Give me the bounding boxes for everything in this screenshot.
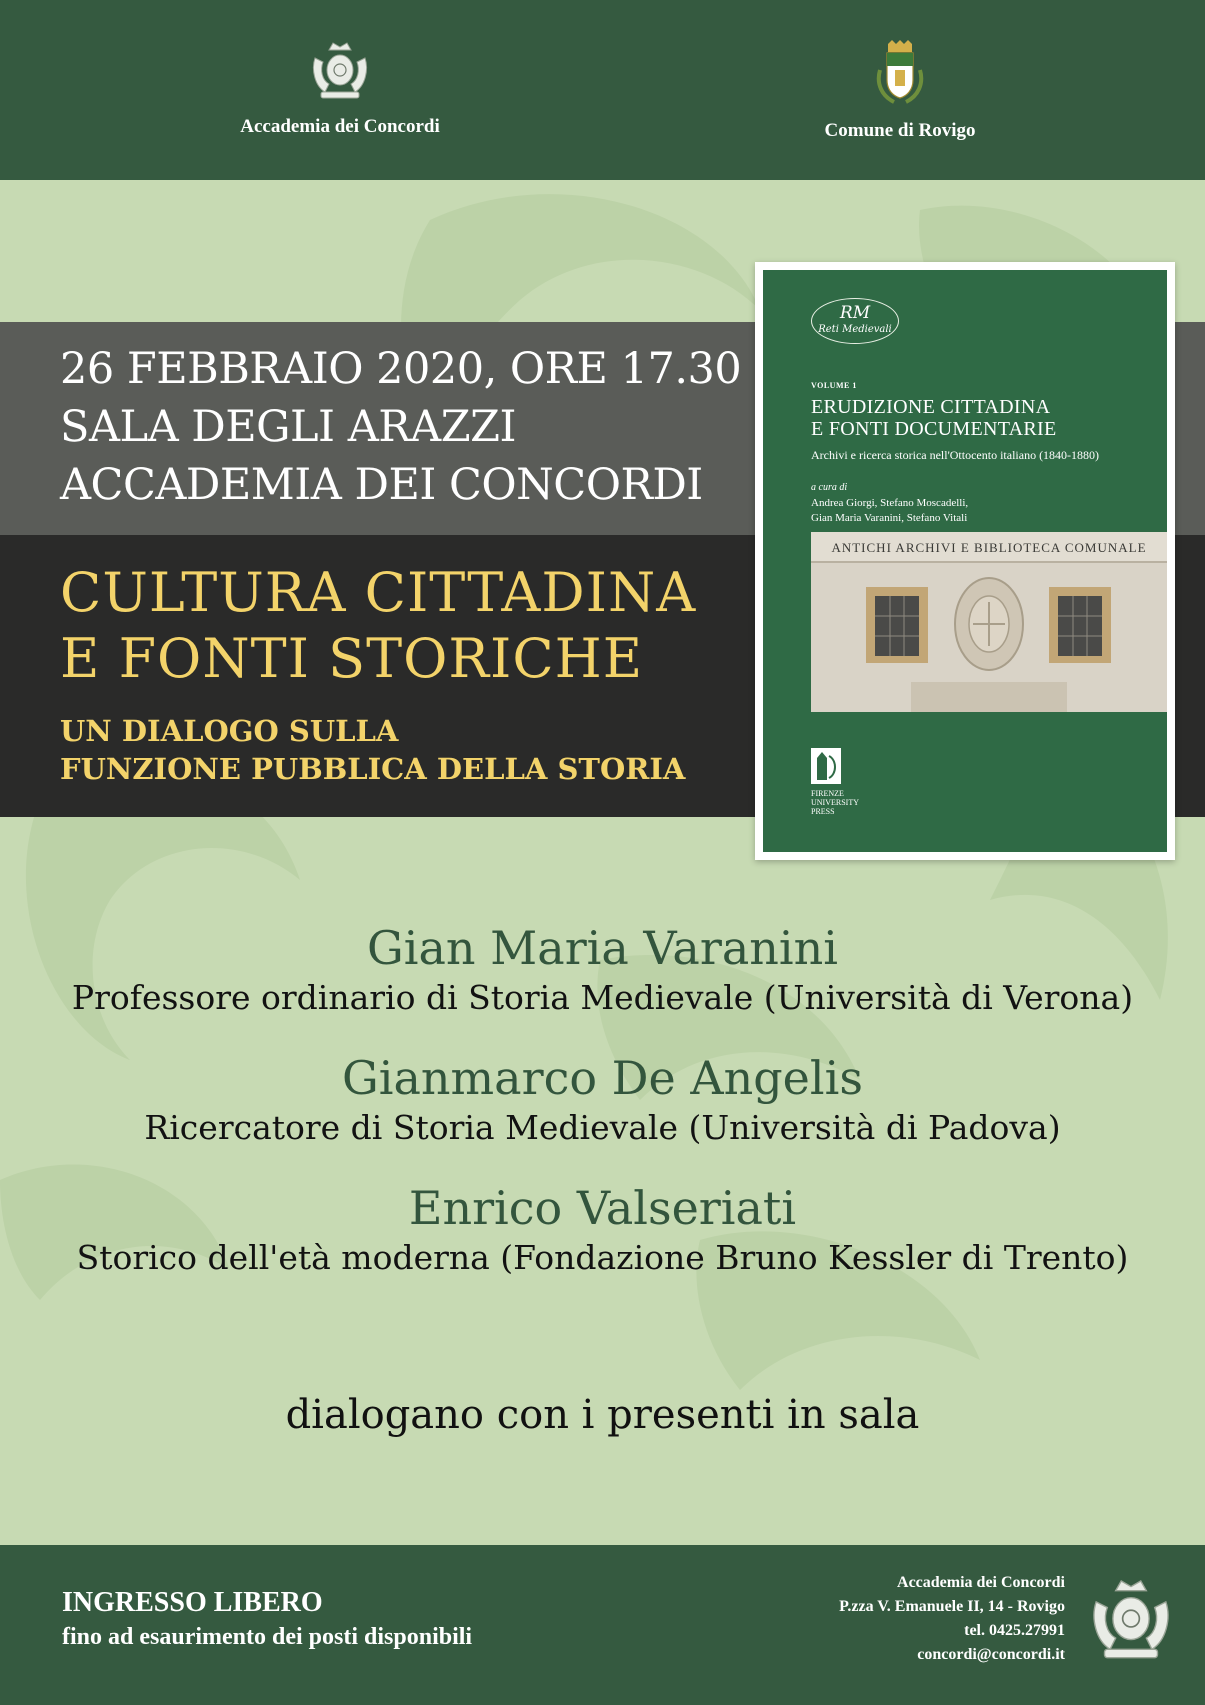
speaker-role: Professore ordinario di Storia Medievale (Università di Verona)	[71, 978, 1134, 1017]
contact-info	[839, 1571, 1065, 1667]
book-subtitle: Archivi e ricerca storica nell'Ottocento italiano (1840-1880)	[811, 448, 1100, 462]
event-venue: SALA DEGLI ARAZZI	[60, 402, 516, 452]
book-cover	[763, 270, 1167, 852]
publisher-line-3: PRESS	[811, 807, 835, 816]
event-title	[60, 560, 696, 692]
book-cover-frame	[755, 262, 1175, 860]
municipal-coat-of-arms-icon	[872, 40, 928, 106]
contact-phone: tel. 0425.27991	[964, 1622, 1065, 1639]
event-subtitle-line-1: UN DIALOGO SULLA	[60, 714, 399, 748]
admission-info	[62, 1585, 472, 1653]
publisher-line-2: UNIVERSITY	[811, 798, 859, 807]
speaker-entry	[0, 1050, 1205, 1150]
municipality-logo-label: Comune di Rovigo	[824, 120, 976, 141]
closing-line: dialogano con i presenti in sala	[285, 1392, 920, 1438]
contact-email: concordi@concordi.it	[917, 1646, 1065, 1663]
book-title	[811, 396, 1057, 440]
event-details	[60, 340, 741, 514]
book-title-line-2: E FONTI DOCUMENTARIE	[811, 418, 1057, 440]
admission-title: INGRESSO LIBERO	[62, 1587, 323, 1618]
footer-band	[0, 1545, 1205, 1705]
book-editors	[811, 496, 968, 526]
book-editors-line-2: Gian Maria Varanini, Stefano Vitali	[811, 512, 968, 524]
book-title-line-1: ERUDIZIONE CITTADINA	[811, 396, 1051, 418]
event-subtitle	[60, 712, 685, 788]
event-title-line-1: CULTURA CITTADINA	[60, 561, 697, 624]
photo-inscription: ANTICHI ARCHIVI E BIBLIOTECA COMUNALE	[831, 540, 1147, 555]
contact-address: P.zza V. Emanuele II, 14 - Rovigo	[839, 1598, 1065, 1615]
event-subtitle-line-2: FUNZIONE PUBBLICA DELLA STORIA	[60, 752, 686, 786]
academy-crest-icon	[1085, 1575, 1177, 1665]
speaker-role: Storico dell'età moderna (Fondazione Bruno Kessler di Trento)	[76, 1238, 1129, 1277]
academy-crest-icon	[307, 40, 373, 102]
speaker-name: Gianmarco De Angelis	[342, 1051, 863, 1105]
header-band	[0, 0, 1205, 180]
speakers-list	[0, 920, 1205, 1310]
speaker-role: Ricercatore di Storia Medievale (Università di Padova)	[144, 1108, 1061, 1147]
contact-name: Accademia dei Concordi	[897, 1574, 1065, 1591]
series-logo	[811, 298, 899, 344]
book-editors-label: a cura di	[811, 482, 848, 493]
event-title-line-2: E FONTI STORICHE	[60, 627, 644, 690]
publisher-line-1: FIRENZE	[811, 789, 844, 798]
admission-note: fino ad esaurimento dei posti disponibili	[62, 1624, 473, 1650]
speaker-name: Gian Maria Varanini	[367, 921, 838, 975]
speaker-entry	[0, 1180, 1205, 1280]
series-mark: RM	[839, 303, 871, 323]
academy-logo-block	[160, 40, 520, 138]
book-volume: VOLUME 1	[811, 381, 857, 390]
municipality-logo-block	[720, 40, 1080, 142]
speaker-entry	[0, 920, 1205, 1020]
publisher-logo	[811, 748, 859, 816]
series-name: Reti Medievali	[818, 324, 892, 335]
speaker-name: Enrico Valseriati	[408, 1181, 797, 1235]
event-date: 26 FEBBRAIO 2020, ORE 17.30	[60, 344, 742, 394]
book-cover-photo	[811, 532, 1167, 712]
academy-logo-label: Accademia dei Concordi	[240, 116, 440, 137]
event-institution: ACCADEMIA DEI CONCORDI	[60, 460, 703, 510]
book-editors-line-1: Andrea Giorgi, Stefano Moscadelli,	[811, 497, 969, 509]
building-facade-illustration	[811, 532, 1167, 712]
firenze-university-press-logo-icon	[811, 748, 841, 784]
